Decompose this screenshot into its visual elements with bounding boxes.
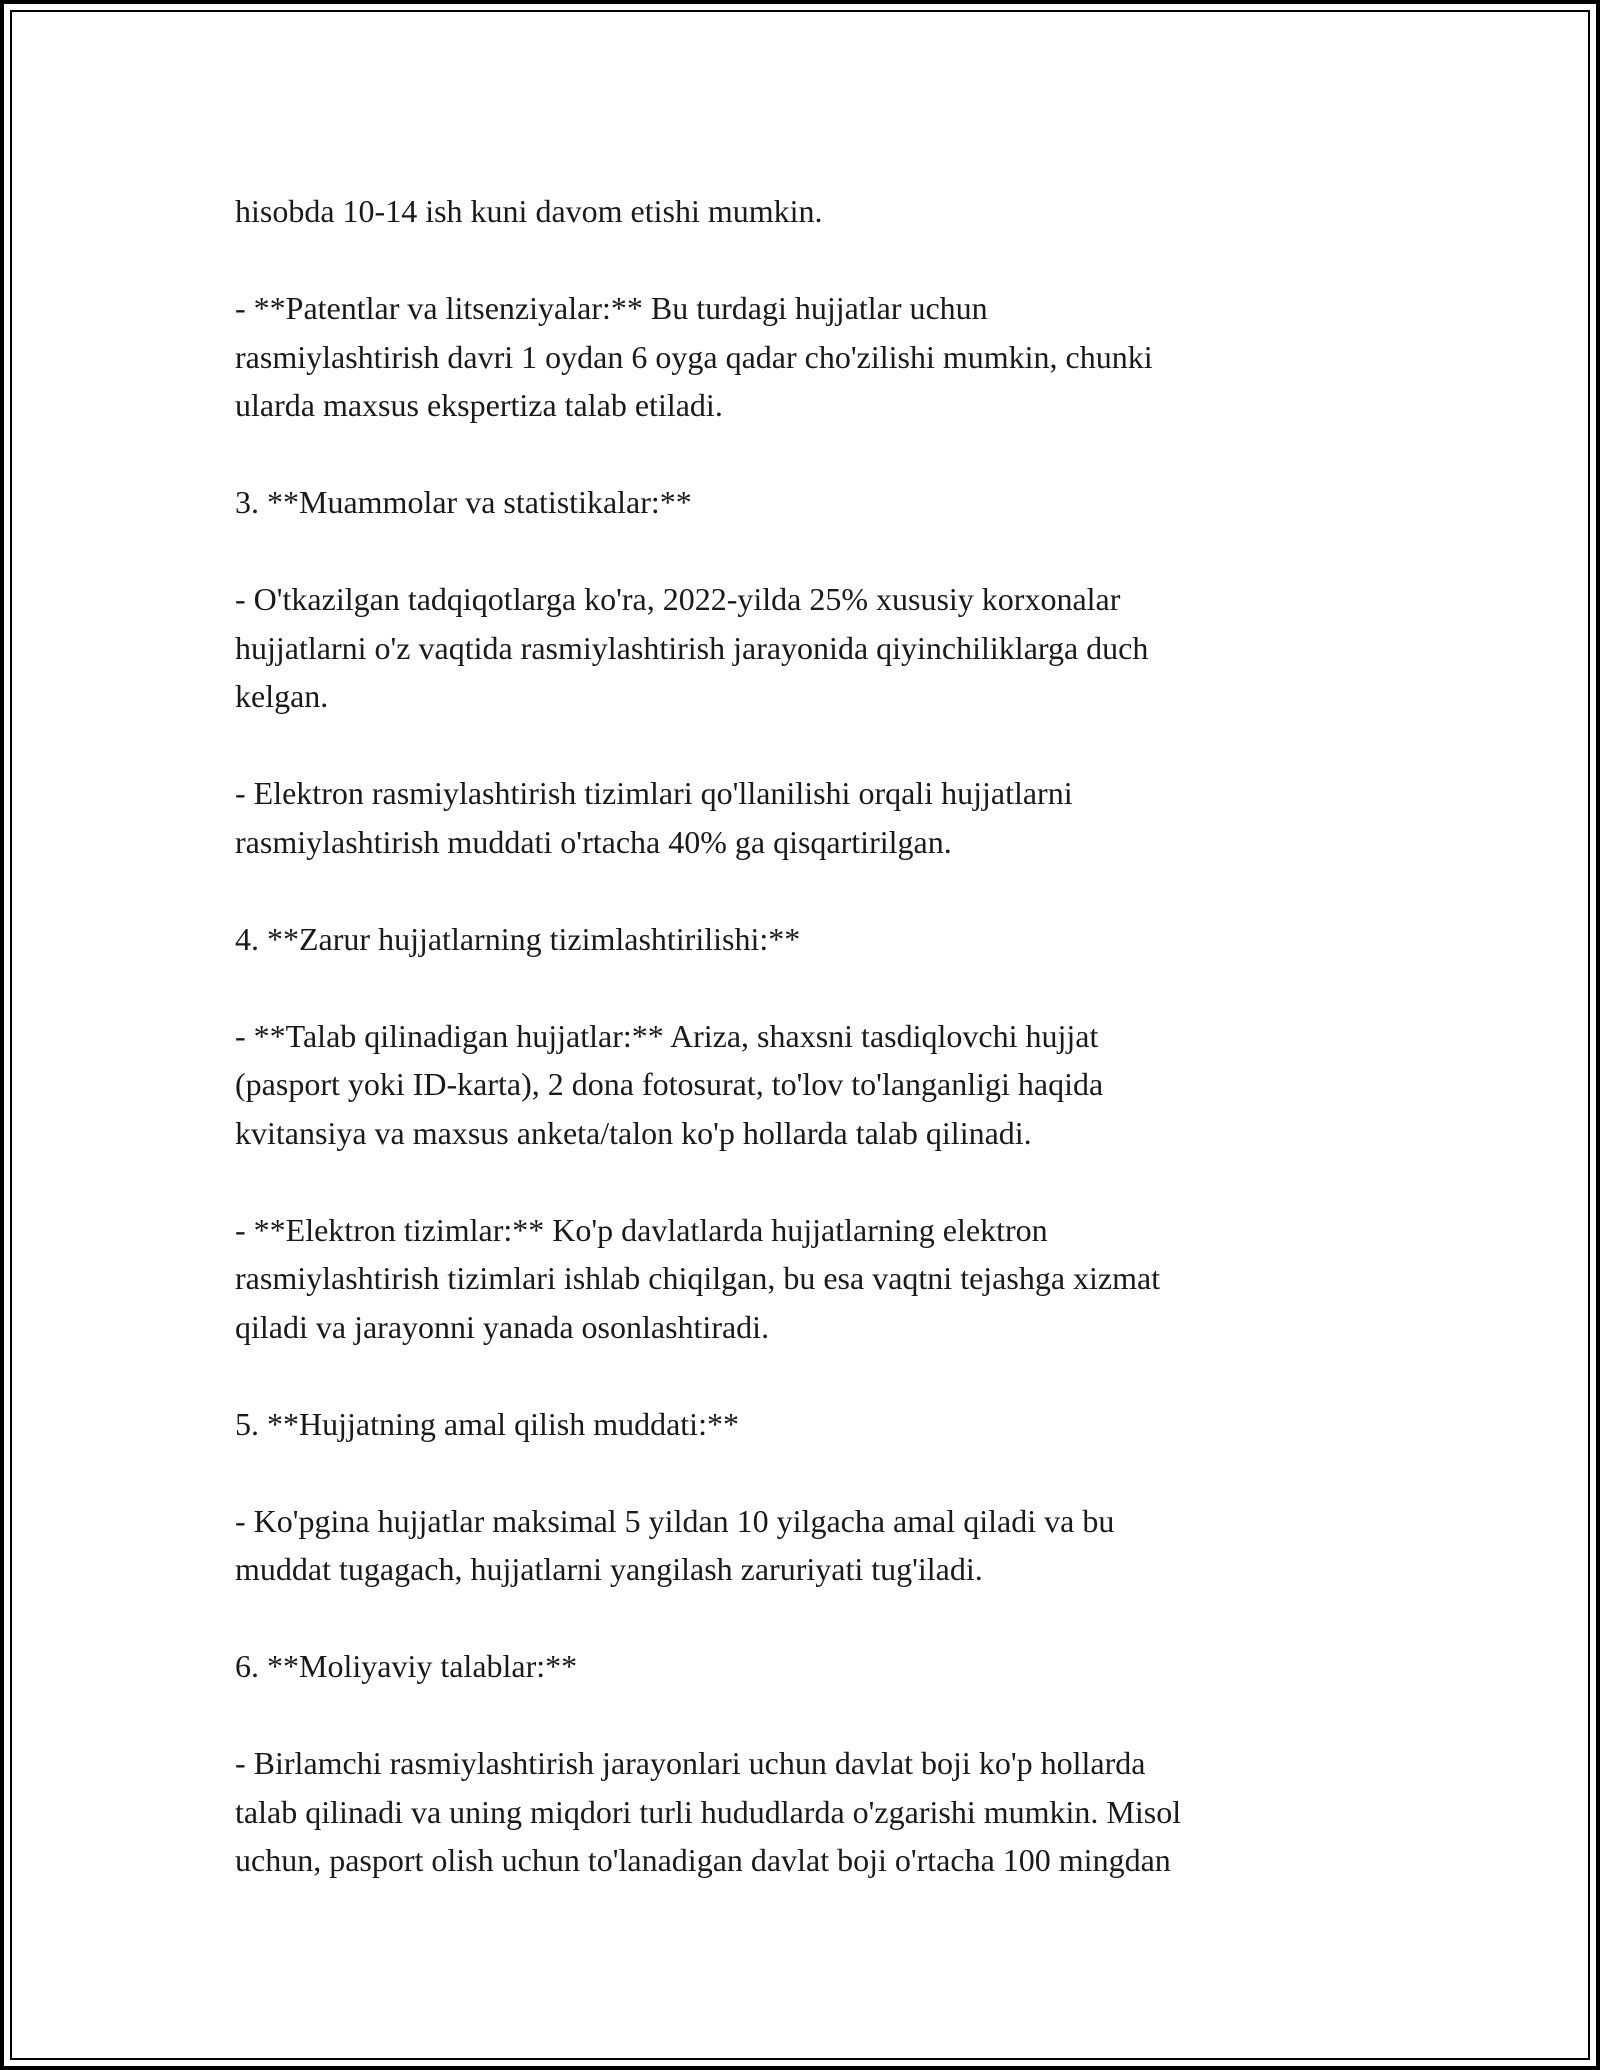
bullet-electronic-systems: - **Elektron tizimlar:** Ko'p davlatlarda hujjatlarning elektron rasmiylashtirish tizimlari ishlab chiqilgan, bu esa vaqtni tejashga xizmat qiladi va jarayonni yanada osonlashtiradi. [235,1211,1161,1345]
section-heading-validity-period: 5. **Hujjatning amal qilish muddati:** [235,1405,739,1442]
bullet-state-fee: - Birlamchi rasmiylashtirish jarayonlari uchun davlat boji ko'p hollarda talab qilinadi va uning miqdori turli hududlarda o'zgarishi mumkin. Misol uchun, pasport olish uchun to'lanadigan davlat boji o'rtacha 100 mingdan [235,1745,1182,1878]
bullet-electronic-systems-reduction: - Elektron rasmiylashtirish tizimlari qo'llanilishi orqali hujjatlarni rasmiylashtirish muddati o'rtacha 40% ga qisqartirilgan. [235,775,1073,860]
document-body [235,187,1365,1933]
bullet-patents-licenses: - **Patentlar va litsenziyalar:** Bu turdagi hujjatlar uchun rasmiylashtirish davri 1 oydan 6 oyga qadar cho'zilishi mumkin, chunki ularda maxsus ekspertiza talab etiladi. [235,290,1153,423]
section-heading-financial-requirements: 6. **Moliyaviy talablar:** [235,1648,578,1684]
bullet-required-documents: - **Talab qilinadigan hujjatlar:** Ariza, shaxsni tasdiqlovchi hujjat (pasport yoki ID-karta), 2 dona fotosurat, to'lov to'langanligi haqida kvitansiya va maxsus anketa/talon ko'p hollarda talab qilinadi. [235,1017,1104,1151]
bullet-validity-period: - Ko'pgina hujjatlar maksimal 5 yildan 10 yilgacha amal qiladi va bu muddat tugagach, hujjatlarni yangilash zaruriyati tug'iladi. [235,1502,1115,1587]
bullet-survey-2022: - O'tkazilgan tadqiqotlarga ko'ra, 2022-yilda 25% xususiy korxonalar hujjatlarni o'z vaqtida rasmiylashtirish jarayonida qiyinchiliklarga duch kelgan. [235,581,1149,714]
section-heading-problems-statistics: 3. **Muammolar va statistikalar:** [235,484,692,520]
section-heading-required-documents: 4. **Zarur hujjatlarning tizimlashtirilishi:** [235,920,801,957]
paragraph-continuation: hisobda 10-14 ish kuni davom etishi mumkin. [235,193,823,229]
